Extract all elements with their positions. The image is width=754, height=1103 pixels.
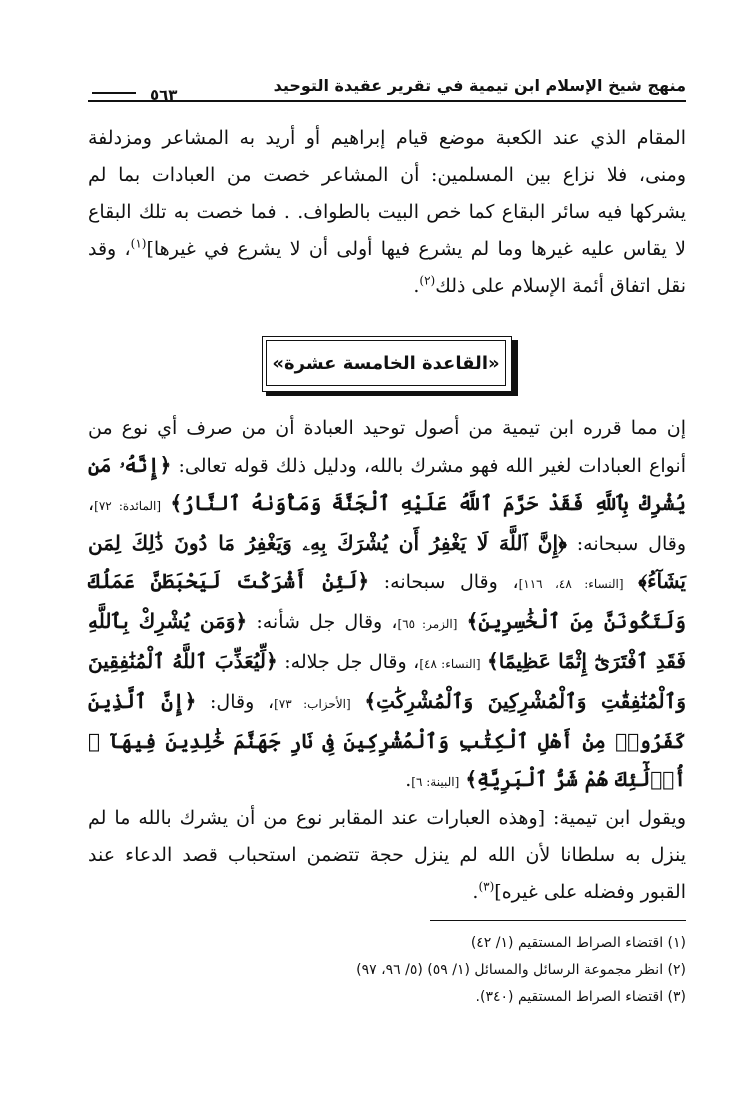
connector-3: ، وقال جل شأنه: [256,611,398,633]
verse-5-ref: [الأحزاب: ٧٣] [274,697,351,711]
footnote-3: (٣) اقتضاء الصراط المستقيم (٣٤٠). [475,989,686,1005]
page-number: ٥٦٣ [150,86,178,104]
footnote-rule [430,920,686,921]
verse-6-ref: [البينة: ٦] [411,775,460,789]
verse-3: ﴿لَئِنْ أَشْرَكْتَ لَيَحْبَطَنَّ عَمَلُكَ وَلَتَكُونَنَّ مِنَ ٱلْخَٰسِرِينَ﴾ [88,569,686,633]
paragraph-1-tail: ، وقد نقل اتفاق أئمة الإسلام على ذلك [88,238,686,297]
paragraph-2 [88,410,686,801]
header-title: منهج شيخ الإسلام ابن تيمية في تقرير عقيدة التوحيد [273,76,686,95]
connector-2: ، وقال سبحانه: [383,571,519,593]
footnote-1: (١) اقتضاء الصراط المستقيم (١/ ٤٢) [470,935,686,951]
footnote-ref-3: (٣) [478,879,495,894]
header-rule [88,100,686,102]
connector-4: ، وقال جل جلاله: [284,651,420,673]
verse-6: ﴿إِنَّ ٱلَّذِينَ كَفَرُوا۟ مِنْ أَهْلِ ٱلْكِتَٰبِ وَٱلْمُشْرِكِينَ فِى نَارِ جَهَنَّمَ خَٰلِدِينَ فِيهَآ ۚ أُو۟لَٰٓئِكَ هُمْ شَرُّ ٱلْبَرِيَّةِ﴾ [88,689,686,791]
verse-3-ref: [الزمر: ٦٥] [397,617,458,631]
footnote-ref-2: (٢) [419,273,436,288]
paragraph-3-text: ويقول ابن تيمية: [وهذه العبارات عند المقابر نوع من أن يشرك بالله ما لم ينزل به سلطانا لأن الله لم ينزل حجة تتضمن استحباب قصد الدعاء عند القبور وفضله على غيره] [88,807,686,903]
section-heading: «القاعدة الخامسة عشرة» [266,340,506,386]
connector-5: ، وقال: [210,691,275,713]
paragraph-3-end: . [472,881,479,903]
paragraph-3 [88,800,686,911]
paragraph-1 [88,120,686,305]
paragraph-1-text: المقام الذي عند الكعبة موضع قيام إبراهيم أو أريد به المشاعر ومزدلفة ومنى، فلا نزاع بين المسلمين: أن المشاعر خصت من العبادات بما لم يشركها فيه سائر البقاع كما خص البيت بالطواف. . فما خصت به تلك البقاع لا يقاس عليه غيرها وما لم يشرع فيها أولى أن لا يشرع في غيرها] [88,127,686,260]
verse-4: ﴿وَمَن يُشْرِكْ بِٱللَّهِ فَقَدِ ٱفْتَرَىٰٓ إِثْمًا عَظِيمًا﴾ [88,609,686,673]
running-header [88,70,686,110]
verse-5: ﴿لِّيُعَذِّبَ ٱللَّهُ ٱلْمُنَٰفِقِينَ وَٱلْمُنَٰفِقَٰتِ وَٱلْمُشْرِكِينَ وَٱلْمُشْرِكَٰتِ﴾ [88,649,686,713]
footnote-2: (٢) انظر مجموعة الرسائل والمسائل (١/ ٥٩) (٥/ ٩٦، ٩٧) [356,962,686,978]
verse-1: ﴿إِنَّهُۥ مَن يُشْرِكْ بِٱللَّهِ فَقَدْ حَرَّمَ ٱللَّهُ عَلَيْهِ ٱلْجَنَّةَ وَمَأْوَىٰهُ ٱلنَّارُ﴾ [88,453,686,515]
connector-1: ، وقال سبحانه: [88,493,687,555]
paragraph-1-end: . [413,275,420,297]
verse-4-ref: [النساء: ٤٨] [419,657,481,671]
verse-1-ref: [المائدة: ٧٢] [94,499,162,513]
verse-2-ref: [النساء: ٤٨، ١١٦] [518,577,624,591]
paragraph-2-intro: إن مما قرره ابن تيمية من أصول توحيد العبادة أن من صرف أي نوع من أنواع العبادات لغير الله فهو مشرك بالله، ودليل ذلك قوله تعالى: [88,417,686,477]
paragraph-2-end: . [405,769,412,791]
footnotes [88,930,686,1011]
page-number-bar [92,92,136,94]
verse-2: ﴿إِنَّ ٱللَّهَ لَا يَغْفِرُ أَن يُشْرَكَ بِهِۦ وَيَغْفِرُ مَا دُونَ ذَٰلِكَ لِمَن يَشَآءُ﴾ [88,531,687,593]
footnote-ref-1: (١) [130,236,147,251]
